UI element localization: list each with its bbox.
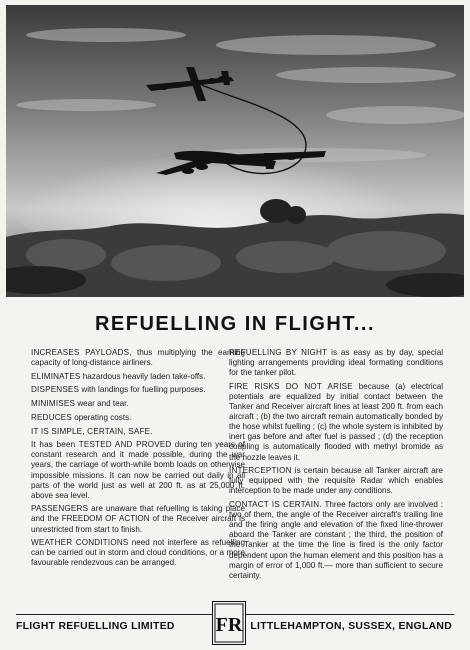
company-location: LITTLEHAMPTON, SUSSEX, ENGLAND xyxy=(250,621,452,632)
paragraph-reduces: REDUCES operating costs. xyxy=(31,412,132,422)
paragraph-weather: WEATHER CONDITIONS need not interfere as refuelling can be carried out in storm and cloud conditions, or a more favourable rendezvous can be arranged. xyxy=(31,538,245,568)
fr-monogram-icon xyxy=(212,601,246,645)
paragraph-simple-certain-safe: IT IS SIMPLE, CERTAIN, SAFE. xyxy=(31,426,153,436)
paragraph-contact: CONTACT IS CERTAIN. Three factors only are involved : two of them, the angle of the Receiver aircraft's trailing line and the firing angle and elevation of the fixed line-thrower aboard the Tanker are constant ; the third, the position of the Tanker at the time the line is fired is the only factor dependent upon the human element and this position has a margin of error of 1,000 ft.— more than sufficient to secure certainty. xyxy=(229,500,443,580)
paragraph-night: REFUELLING BY NIGHT is as easy as by day, special lighting arrangements providing ideal formating conditions for the tanker pilot. xyxy=(229,348,444,378)
paragraph-payloads: INCREASES PAYLOADS, thus multiplying the earning capacity of long-distance airliners. xyxy=(31,348,245,368)
paragraph-minimises: MINIMISES wear and tear. xyxy=(31,399,129,409)
left-column xyxy=(31,348,245,572)
paragraph-fire-risks: FIRE RISKS DO NOT ARISE because (a) electrical potentials are equalized by initial contact between the Tanker and Receiver aircraft lines at least 200 ft. from each aircraft ; (b) the two aircraft remain automatically bonded by the hose whilst fuelling ; (c) the whole system is inhibited by inert gas before and after fuel is passed ; (d) the reception coupling is automatically flooded with methyl bromide as the nozzle leaves it. xyxy=(229,381,443,462)
company-name: FLIGHT REFUELLING LIMITED xyxy=(16,621,175,632)
paragraph-dispenses: DISPENSES with landings for fuelling purposes. xyxy=(31,385,206,395)
logo-monogram: FR xyxy=(215,614,243,636)
right-column xyxy=(229,348,443,584)
paragraph-tested: It has been TESTED AND PROVED during ten years of constant research and it made possible, during the war years, the carriage of worth-while bomb loads on otherwise impossible missions. It can now be carried out daily in all parts of the world just as well at 200 ft. as at 25,000 ft. above sea level. xyxy=(31,440,245,500)
paragraph-interception: INTERCEPTION is certain because all Tanker aircraft are fully equipped with the requisite Radar which enables interception to be made under any conditions. xyxy=(229,466,443,496)
paragraph-eliminates: ELIMINATES hazardous heavily laden take-offs. xyxy=(31,371,206,381)
aircraft-refuelling-illustration xyxy=(6,5,464,297)
page-title: REFUELLING IN FLIGHT... xyxy=(94,313,376,335)
paragraph-passengers: PASSENGERS are unaware that refuelling is taking place and the FREEDOM OF ACTION of the Receiver aircraft is unrestricted from start to finish. xyxy=(31,504,245,534)
company-logo xyxy=(212,601,246,645)
sky-painting xyxy=(6,5,464,297)
